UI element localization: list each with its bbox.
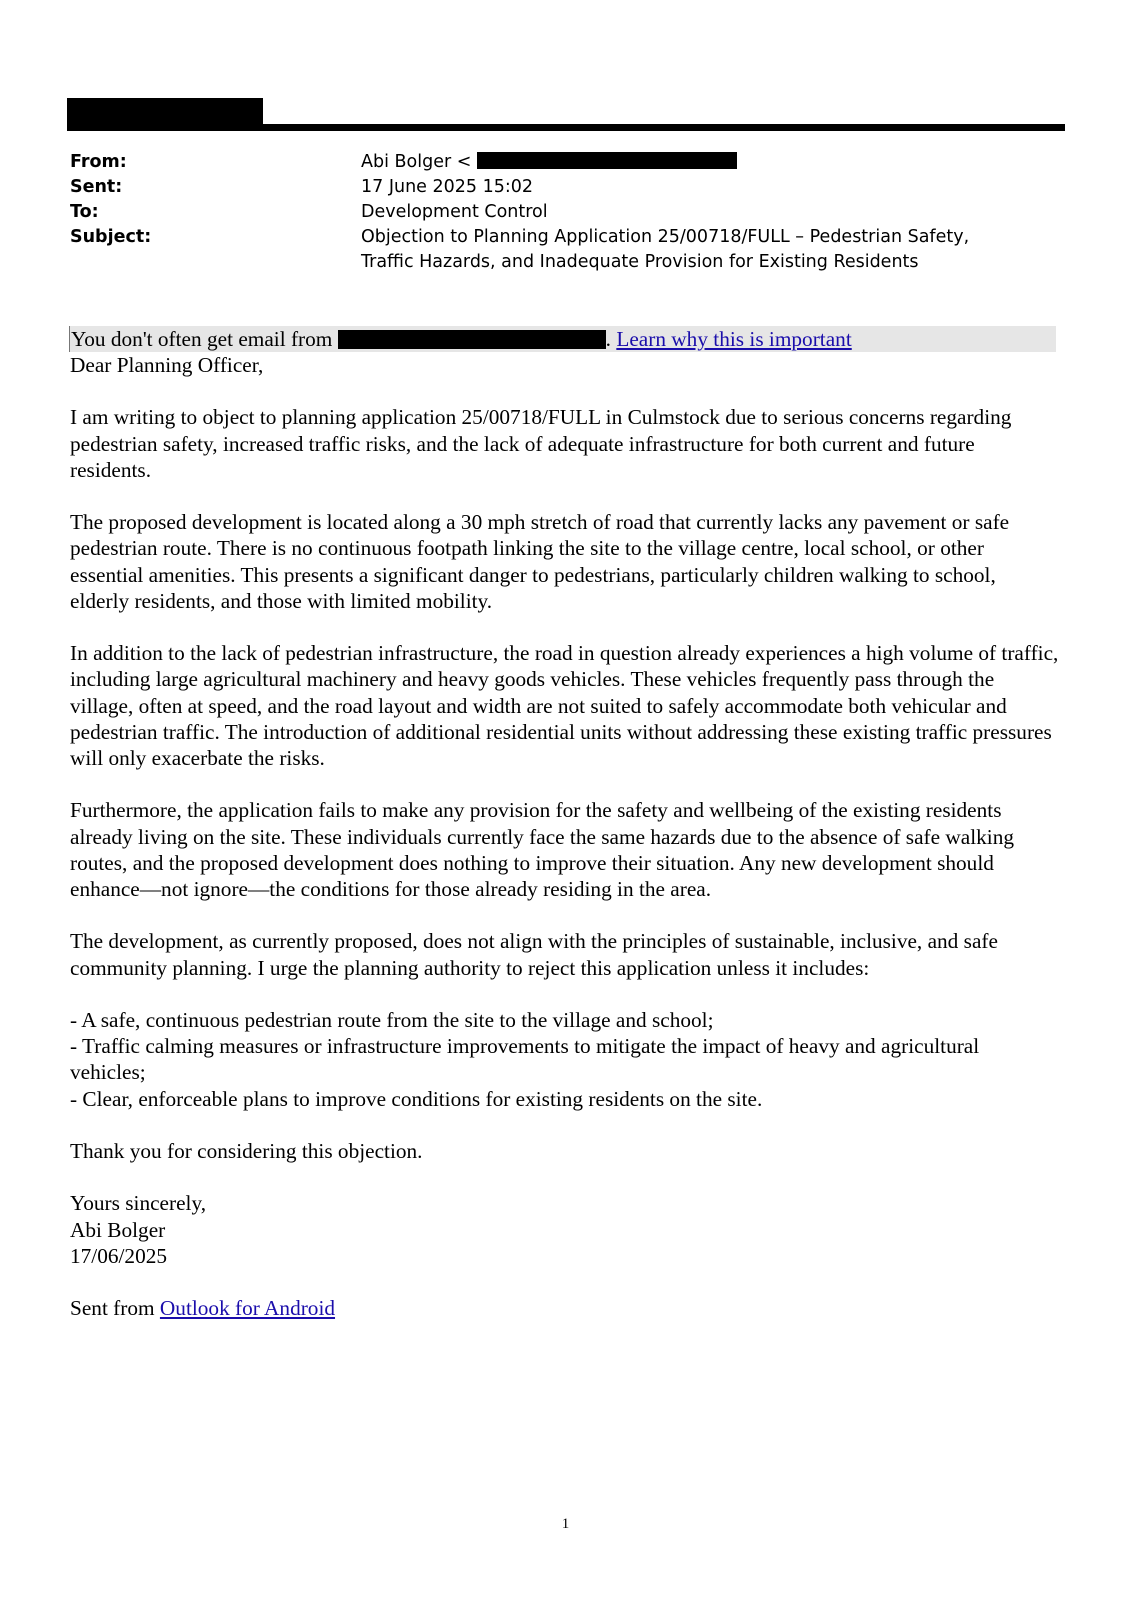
list-item: - A safe, continuous pedestrian route from the site to the village and school; [70,1007,714,1032]
subject-label: Subject: [70,227,152,247]
greeting: Dear Planning Officer, [70,353,264,377]
from-row [70,150,1060,175]
from-label: From: [70,152,127,172]
sent-label: Sent: [70,177,123,197]
email-body [70,326,1060,1321]
signature-name: Abi Bolger [70,1217,166,1242]
paragraph-request: The development, as currently proposed, does not align with the principles of sustainable, inclusive, and safe community planning. I urge the planning authority to reject this application unless it includes: [70,929,998,980]
subject-row [70,225,1060,275]
banner-text: You don't often get email from [71,327,338,351]
to-row [70,200,1060,225]
signoff: Yours sincerely, [70,1191,207,1216]
paragraph-existing-residents: Furthermore, the application fails to make any provision for the safety and wellbeing of the existing residents already living on the site. These individuals currently face the same hazards due to the absence of safe walking routes, and the proposed development does nothing to improve their situation. Any new development should enhance—not ignore—the conditions for those already residing in the area. [70,798,1015,901]
from-sender: Abi Bolger < [361,152,472,172]
list-item: - Traffic calming measures or infrastructure improvements to mitigate the impact of heavy and agricultural vehicles; [70,1034,980,1085]
paragraph-intro: I am writing to object to planning application 25/00718/FULL in Culmstock due to serious concerns regarding pedestrian safety, increased traffic risks, and the lack of adequate infrastructure for both current and future residents. [70,405,1012,482]
external-sender-banner [69,326,1056,352]
redacted-sender-address [338,330,606,349]
paragraph-pedestrian: The proposed development is located along a 30 mph stretch of road that currently lacks any pavement or safe pedestrian route. There is no continuous footpath linking the site to the village centre, local school, or other essential amenities. This presents a significant danger to pedestrians, particularly children walking to school, elderly residents, and those with limited mobility. [70,510,1010,613]
redacted-email-address [477,152,737,169]
page-number: 1 [561,1516,570,1532]
from-value [361,150,1060,175]
thanks-line: Thank you for considering this objection. [70,1138,423,1163]
list-item: - Clear, enforceable plans to improve conditions for existing residents on the site. [70,1086,763,1111]
to-label: To: [70,202,99,222]
footer-prefix: Sent from [70,1296,160,1321]
learn-why-link[interactable]: Learn why this is important [616,327,852,351]
sent-from-footer [70,1295,1060,1321]
signature-date: 17/06/2025 [70,1243,168,1268]
email-headers [70,150,1060,275]
sent-value: 17 June 2025 15:02 [361,177,534,197]
header-divider [67,124,1065,131]
sent-row [70,175,1060,200]
paragraph-traffic: In addition to the lack of pedestrian infrastructure, the road in question already experiences a high volume of traffic, including large agricultural machinery and heavy goods vehicles. These vehicles frequently pass through the village, often at speed, and the road layout and width are not suited to safely accommodate both vehicular and pedestrian traffic. The introduction of additional residential units without addressing these existing traffic pressures will only exacerbate the risks. [70,641,1059,770]
banner-dot: . [605,327,611,351]
to-value: Development Control [361,202,548,222]
subject-value: Objection to Planning Application 25/00718/FULL – Pedestrian Safety, Traffic Hazards, and Inadequate Provision for Existing Residents [361,227,970,272]
outlook-link[interactable]: Outlook for Android [159,1296,336,1321]
